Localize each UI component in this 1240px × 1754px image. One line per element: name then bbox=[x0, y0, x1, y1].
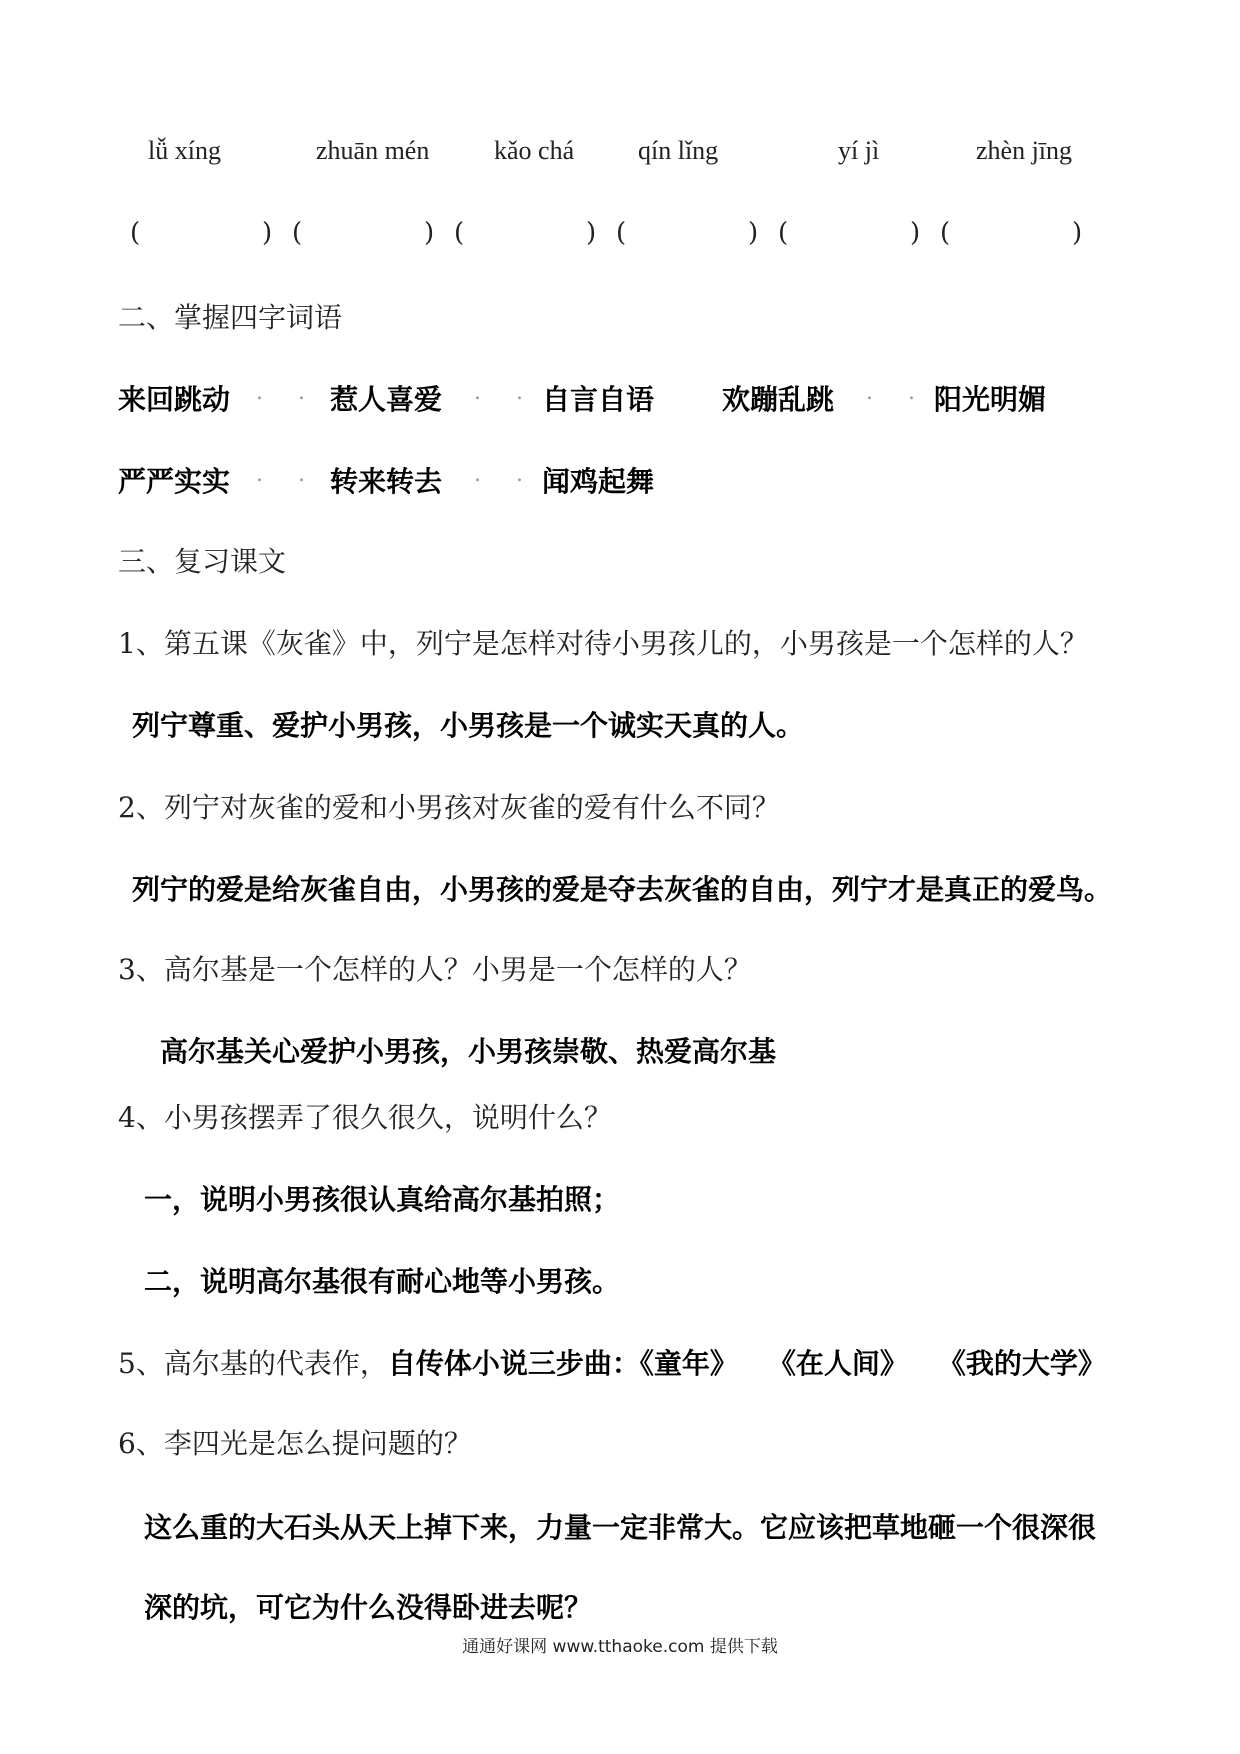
section-3-title: 三、复习课文 bbox=[118, 545, 287, 578]
answer-6-line-2: 深的坑，可它为什么没得卧进去呢？ bbox=[144, 1591, 593, 1624]
pinyin-3: kǎo chá bbox=[494, 136, 575, 165]
idiom-5: 阳光明媚 bbox=[934, 383, 1047, 416]
question-3: 3、高尔基是一个怎样的人？小男是一个怎样的人？ bbox=[118, 953, 752, 986]
idiom-4: 欢蹦乱跳 bbox=[722, 383, 835, 416]
paren-close-5: ) bbox=[910, 218, 921, 248]
dots-divider: . . bbox=[866, 380, 929, 405]
paren-close-4: ) bbox=[748, 218, 759, 248]
paren-open-3: ( bbox=[454, 218, 465, 248]
idiom-6: 严严实实 bbox=[118, 465, 231, 498]
pinyin-4: qín lǐng bbox=[638, 136, 719, 165]
answer-6-line-1: 这么重的大石头从天上掉下来，力量一定非常大。它应该把草地砸一个很深很 bbox=[144, 1511, 1097, 1544]
question-5-prefix: 5、高尔基的代表作， bbox=[118, 1347, 388, 1380]
footer-credit: 通通好课网 www.tthaoke.com 提供下载 bbox=[462, 1637, 778, 1657]
question-5 bbox=[118, 1342, 1106, 1382]
question-1: 1、第五课《灰雀》中，列宁是怎样对待小男孩儿的，小男孩是一个怎样的人？ bbox=[118, 627, 1088, 660]
pinyin-1: lǚ xíng bbox=[148, 136, 221, 165]
idiom-7: 转来转去 bbox=[330, 465, 443, 498]
idiom-2: 惹人喜爱 bbox=[330, 383, 443, 416]
pinyin-5: yí jì bbox=[838, 136, 880, 165]
paren-close-2: ) bbox=[424, 218, 435, 248]
question-5-bold: 自传体小说三步曲： bbox=[387, 1347, 640, 1380]
paren-open-4: ( bbox=[616, 218, 627, 248]
pinyin-2: zhuān mén bbox=[316, 136, 430, 165]
section-2-title: 二、掌握四字词语 bbox=[118, 301, 343, 334]
paren-open-1: ( bbox=[130, 218, 141, 248]
paren-close-6: ) bbox=[1072, 218, 1083, 248]
answer-4-part-2: 二，说明高尔基很有耐心地等小男孩。 bbox=[144, 1265, 621, 1298]
paren-open-5: ( bbox=[778, 218, 789, 248]
pinyin-6: zhèn jīng bbox=[976, 136, 1073, 165]
idiom-1: 来回跳动 bbox=[118, 383, 231, 416]
idiom-3: 自言自语 bbox=[542, 383, 655, 416]
answer-1: 列宁尊重、爱护小男孩，小男孩是一个诚实天真的人。 bbox=[132, 709, 805, 742]
book-title-1: 《童年》 bbox=[639, 1347, 738, 1380]
question-4: 4、小男孩摆弄了很久很久，说明什么？ bbox=[118, 1101, 612, 1134]
book-title-2: 《在人间》 bbox=[781, 1347, 908, 1380]
question-2: 2、列宁对灰雀的爱和小男孩对灰雀的爱有什么不同？ bbox=[118, 791, 780, 824]
answer-4-part-1: 一，说明小男孩很认真给高尔基拍照； bbox=[144, 1183, 621, 1216]
paren-close-3: ) bbox=[586, 218, 597, 248]
paren-open-6: ( bbox=[940, 218, 951, 248]
dots-divider: . . bbox=[474, 462, 537, 487]
book-title-3: 《我的大学》 bbox=[951, 1347, 1106, 1380]
dots-divider: . . bbox=[256, 380, 319, 405]
answer-2: 列宁的爱是给灰雀自由，小男孩的爱是夺去灰雀的自由，列宁才是真正的爱鸟。 bbox=[132, 873, 1113, 906]
answer-3: 高尔基关心爱护小男孩，小男孩崇敬、热爱高尔基 bbox=[160, 1035, 777, 1068]
paren-open-2: ( bbox=[292, 218, 303, 248]
paren-close-1: ) bbox=[262, 218, 273, 248]
dots-divider: . . bbox=[256, 462, 319, 487]
question-6: 6、李四光是怎么提问题的？ bbox=[118, 1427, 472, 1460]
idiom-8: 闻鸡起舞 bbox=[542, 465, 655, 498]
dots-divider: . . bbox=[474, 380, 537, 405]
